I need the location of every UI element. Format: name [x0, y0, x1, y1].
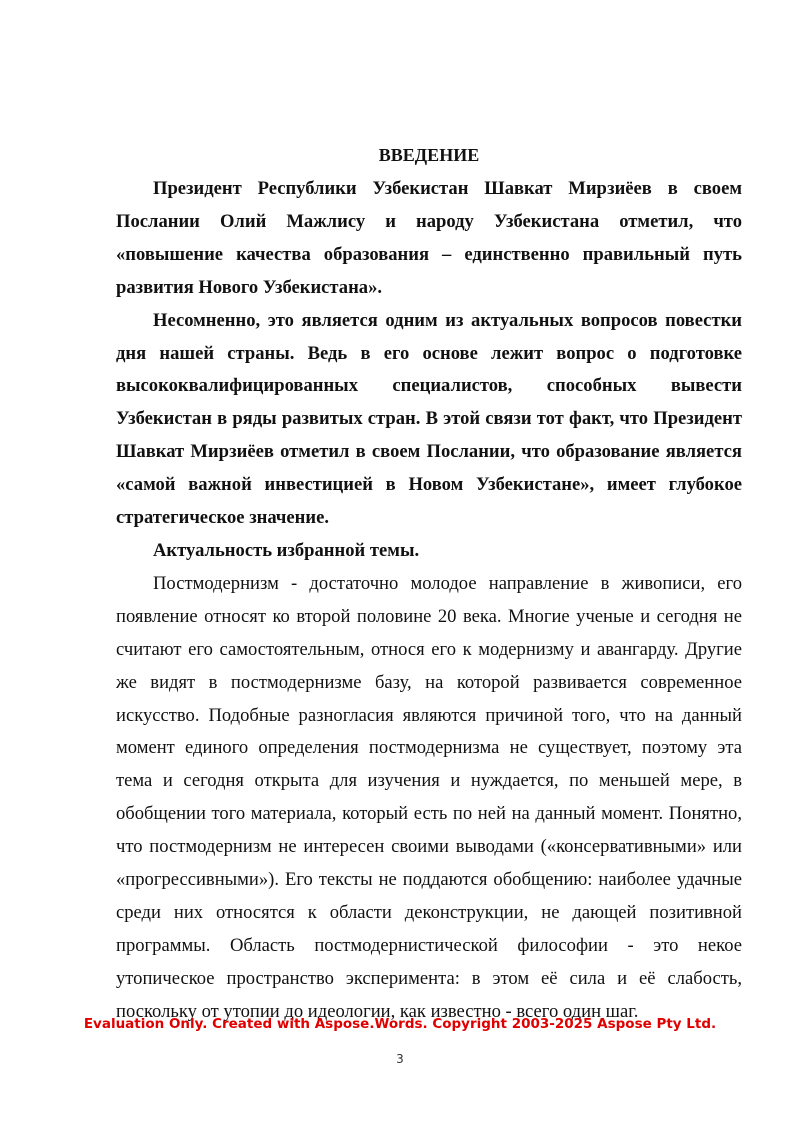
page-content [116, 143, 742, 1029]
evaluation-watermark: Evaluation Only. Created with Aspose.Words. Copyright 2003-2025 Aspose Pty Ltd. [83, 1016, 717, 1032]
page-number: 3 [396, 1052, 404, 1066]
body-paragraph: Постмодернизм - достаточно молодое направление в живописи, его появление относят ко второй половине 20 века. Многие ученые и сегодня не считают его самостоятельным, относя его к модернизму и авангарду. Другие же видят в постмодернизме базу, на которой развивается современное искусство. Подобные разногласия являются причиной того, что на данный момент единого определения постмодернизма не существует, поэтому эта тема и сегодня открыта для изучения и нуждается, по меньшей мере, в обобщении того материала, который есть по ней на данный момент. Понятно, что постмодернизм не интересен своими выводами («консервативными» или «прогрессивными»). Его тексты не поддаются обобщению: наиболее удачные среди них относятся к области деконструкции, не дающей позитивной программы. Область постмодернистической философии - это некое утопическое пространство эксперимента: в этом её сила и её слабость, поскольку от утопии до идеологии, как известно - всего один шаг. [116, 572, 742, 1022]
intro-paragraph-2: Несомненно, это является одним из актуальных вопросов повестки дня нашей страны. Ведь в его основе лежит вопрос о подготовке высококвалифицированных специалистов, способных вывести Узбекистан в ряды развитых стран. В этой связи тот факт, что Президент Шавкат Мирзиёев отметил в своем Послании, что образование является «самой важной инвестицией в Новом Узбекистане», имеет глубокое стратегическое значение. [116, 309, 742, 529]
page-title: ВВЕДЕНИЕ [378, 145, 480, 165]
intro-paragraph-1: Президент Республики Узбекистан Шавкат Мирзиёев в своем Послании Олий Мажлису и народу Узбекистана отметил, что «повышение качества образования – единственно правильный путь развития Нового Узбекистана». [116, 178, 742, 298]
section-subheading: Актуальность избранной темы. [153, 539, 420, 561]
